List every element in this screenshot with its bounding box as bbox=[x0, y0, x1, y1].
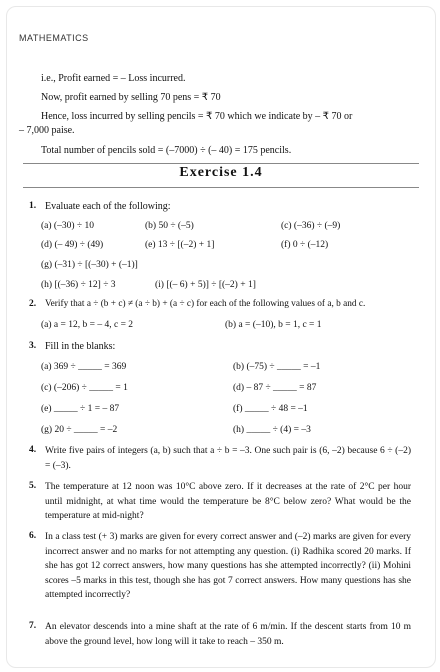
q3-item: (c) (–206) ÷ _____ = 1 bbox=[41, 383, 128, 393]
q3-item: (f) _____ ÷ 48 = –1 bbox=[233, 404, 308, 414]
q5-text: The temperature at 12 noon was 10°C above zero. If it decreases at the rate of 2°C per hour until midnight, at what time would the temperature be 8°C below zero? What would be the temperature at mid-night? bbox=[45, 482, 411, 521]
intro-line-1: i.e., Profit earned = – Loss incurred. bbox=[41, 73, 186, 84]
q3-item: (e) _____ ÷ 1 = – 87 bbox=[41, 404, 120, 414]
intro-line-3a: Hence, loss incurred by selling pencils = ₹ 70 which we indicate by – ₹ 70 or bbox=[41, 111, 353, 122]
intro-line-4: Total number of pencils sold = (–7000) ÷ (– 40) = 175 pencils. bbox=[41, 145, 292, 156]
q2-text: Verify that a ÷ (b + c) ≠ (a ÷ b) + (a ÷ c) for each of the following values of a, b and c. bbox=[45, 299, 366, 309]
q1-item: (d) (– 49) ÷ (49) bbox=[41, 240, 104, 250]
q1-item: (e) 13 ÷ [(–2) + 1] bbox=[145, 240, 215, 250]
q7-text: An elevator descends into a mine shaft at the rate of 6 m/min. If the descent starts from 10 m above the ground level, how long will it take to reach – 350 m. bbox=[45, 622, 411, 647]
q6-number: 6. bbox=[29, 531, 37, 541]
rule-bottom bbox=[23, 187, 419, 188]
q3-number: 3. bbox=[29, 341, 37, 351]
q3-item: (b) (–75) ÷ _____ = –1 bbox=[233, 362, 321, 372]
rule-top bbox=[23, 163, 419, 164]
q2-item: (b) a = (–10), b = 1, c = 1 bbox=[225, 320, 322, 330]
intro-line-2: Now, profit earned by selling 70 pens = ₹ 70 bbox=[41, 92, 221, 103]
q3-text: Fill in the blanks: bbox=[45, 341, 116, 352]
q2-item: (a) a = 12, b = – 4, c = 2 bbox=[41, 320, 134, 330]
q3-item: (d) – 87 ÷ _____ = 87 bbox=[233, 383, 317, 393]
q1-item: (i) [(– 6) + 5)] ÷ [(–2) + 1] bbox=[155, 280, 256, 290]
q7-number: 7. bbox=[29, 621, 37, 631]
q1-item: (f) 0 ÷ (–12) bbox=[281, 240, 329, 250]
q3-item: (g) 20 ÷ _____ = –2 bbox=[41, 425, 118, 435]
page bbox=[6, 6, 436, 668]
q1-number: 1. bbox=[29, 201, 37, 211]
q6-text: In a class test (+ 3) marks are given for every correct answer and (–2) marks are given for every incorrect answer and no marks for not attempting any question. (i) Radhika scored 20 marks. If she has got 12 correct answers, how many questions has she attempted incorrectly? (ii) Mohini scores –5 marks in this test, though she has got 7 correct answers. How many questions has she attempted incorrectly? bbox=[45, 532, 411, 600]
q1-item: (c) (–36) ÷ (–9) bbox=[281, 221, 341, 231]
q3-item: (h) _____ ÷ (4) = –3 bbox=[233, 425, 311, 435]
exercise-title: Exercise 1.4 bbox=[179, 165, 263, 180]
q2-number: 2. bbox=[29, 299, 37, 309]
q1-text: Evaluate each of the following: bbox=[45, 201, 171, 212]
q1-item: (h) [(–36) ÷ 12] ÷ 3 bbox=[41, 280, 116, 290]
q1-item: (b) 50 ÷ (–5) bbox=[145, 221, 194, 231]
q5-number: 5. bbox=[29, 481, 37, 491]
q1-item: (a) (–30) ÷ 10 bbox=[41, 221, 94, 231]
q1-item: (g) (–31) ÷ [(–30) + (–1)] bbox=[41, 260, 138, 270]
intro-line-3b: – 7,000 paise. bbox=[19, 125, 75, 136]
q4-text: Write five pairs of integers (a, b) such that a ÷ b = –3. One such pair is (6, –2) because 6 ÷ (–2) = (–3). bbox=[45, 446, 411, 471]
q4-number: 4. bbox=[29, 445, 37, 455]
page-header: MATHEMATICS bbox=[19, 33, 89, 43]
q3-item: (a) 369 ÷ _____ = 369 bbox=[41, 362, 127, 372]
